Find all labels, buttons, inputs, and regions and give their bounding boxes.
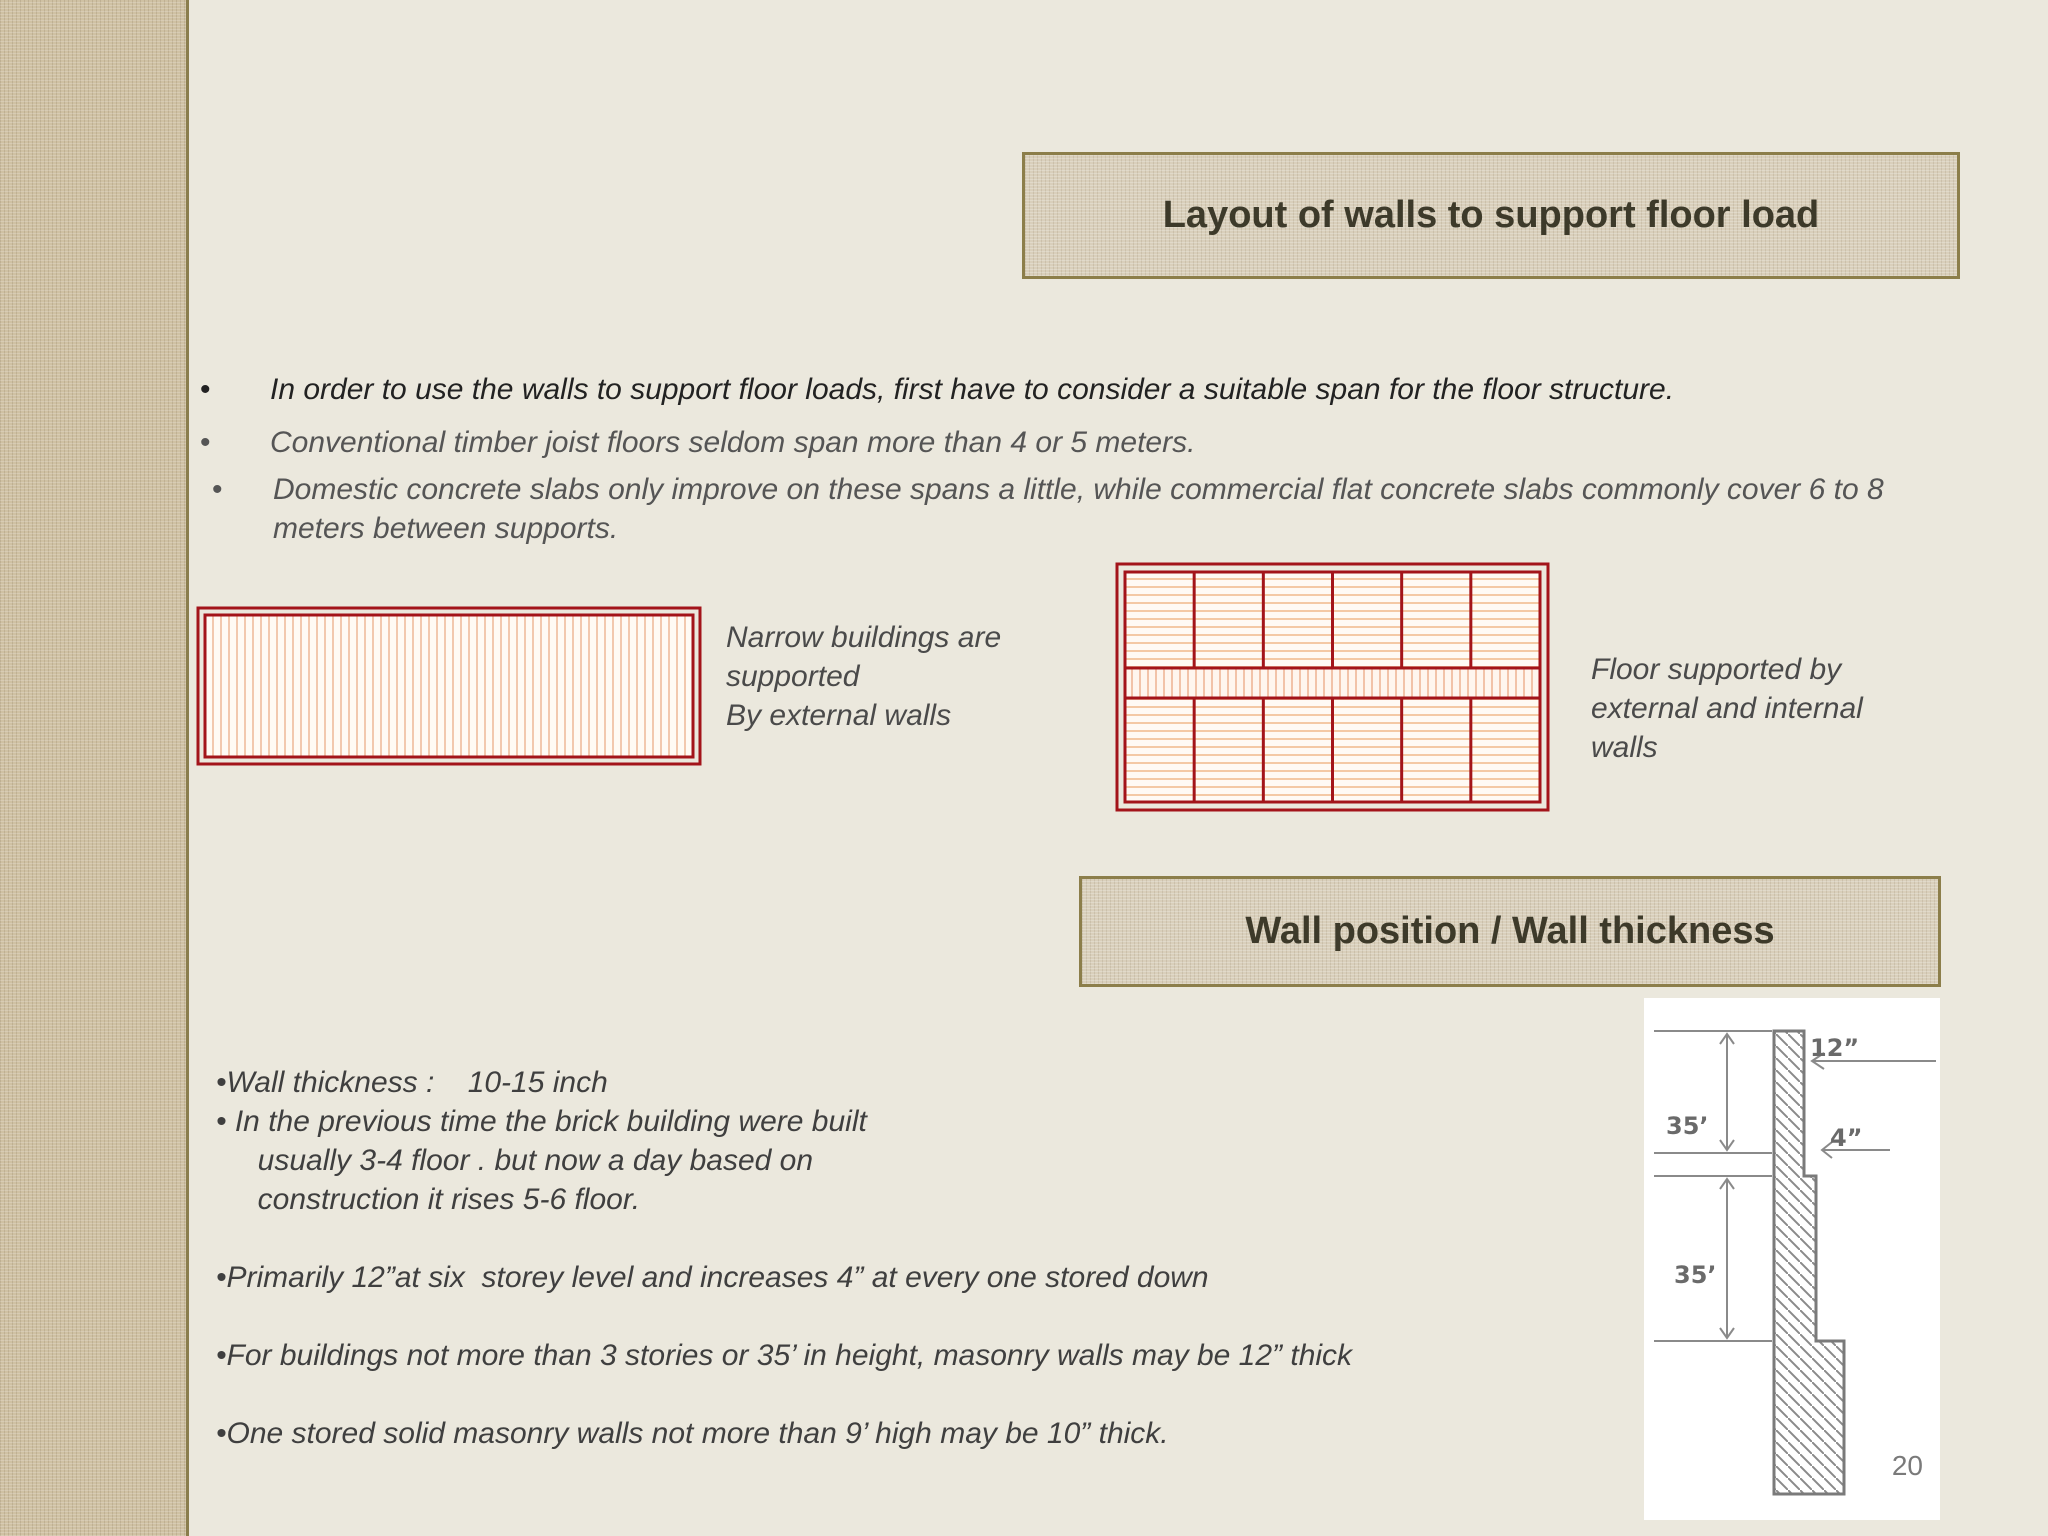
bullet-item-3 xyxy=(200,470,1960,548)
diagram1-caption-line: By external walls xyxy=(726,699,952,732)
narrow-building-plan-diagram xyxy=(196,606,702,766)
diagram2-caption xyxy=(1591,650,1863,767)
note-wall-thickness: •Wall thickness : 10-15 inch xyxy=(216,1066,608,1099)
bullet-symbol: • xyxy=(212,473,223,506)
dimension-label-35ft-upper: 35’ xyxy=(1666,1112,1709,1140)
bullet-item-2 xyxy=(200,423,1960,462)
note-primarily: •Primarily 12”at six storey level and increases 4” at every one stored down xyxy=(216,1261,1209,1294)
diagram2-caption-line: external and internal xyxy=(1591,692,1863,725)
wall-thickness-notes xyxy=(216,1063,1352,1453)
internal-wall-floor-plan-diagram xyxy=(1115,562,1550,812)
dimension-label-4in: 4” xyxy=(1830,1124,1863,1152)
section-title-wall-position: Wall position / Wall thickness xyxy=(1079,876,1941,987)
note-previous-time: construction it rises 5-6 floor. xyxy=(216,1183,641,1216)
bullet-list xyxy=(200,370,1960,548)
diagram2-caption-line: walls xyxy=(1591,731,1658,764)
decorative-sidebar xyxy=(0,0,189,1536)
diagram1-caption-line: Narrow buildings are xyxy=(726,621,1002,654)
bullet-text-2: Conventional timber joist floors seldom span more than 4 or 5 meters. xyxy=(270,426,1196,459)
dimension-label-12in: 12” xyxy=(1810,1034,1860,1062)
diagram1-caption-line: supported xyxy=(726,660,860,693)
wall-section-diagram xyxy=(1644,998,1940,1520)
bullet-symbol: • xyxy=(200,373,211,406)
note-previous-time: usually 3-4 floor . but now a day based on xyxy=(216,1144,814,1177)
note-one-storey: •One stored solid masonry walls not more than 9’ high may be 10” thick. xyxy=(216,1417,1169,1450)
bullet-symbol: • xyxy=(200,426,211,459)
diagram2-caption-line: Floor supported by xyxy=(1591,653,1842,686)
bullet-item-1 xyxy=(200,370,1960,409)
note-previous-time: • In the previous time the brick building were built xyxy=(216,1105,867,1138)
page-number: 20 xyxy=(1891,1450,1923,1481)
bullet-text-1: In order to use the walls to support floor loads, first have to consider a suitable span for the floor structure. xyxy=(270,373,1675,406)
diagram1-caption xyxy=(726,618,1001,735)
bullet-text-3: Domestic concrete slabs only improve on these spans a little, while commercial flat concrete slabs commonly cover 6 to 8 meters between supports. xyxy=(273,473,1884,545)
note-buildings-height: •For buildings not more than 3 stories or 35’ in height, masonry walls may be 12” thick xyxy=(216,1339,1353,1372)
dimension-label-35ft-lower: 35’ xyxy=(1674,1261,1717,1289)
slide-title-layout-of-walls: Layout of walls to support floor load xyxy=(1022,152,1960,279)
